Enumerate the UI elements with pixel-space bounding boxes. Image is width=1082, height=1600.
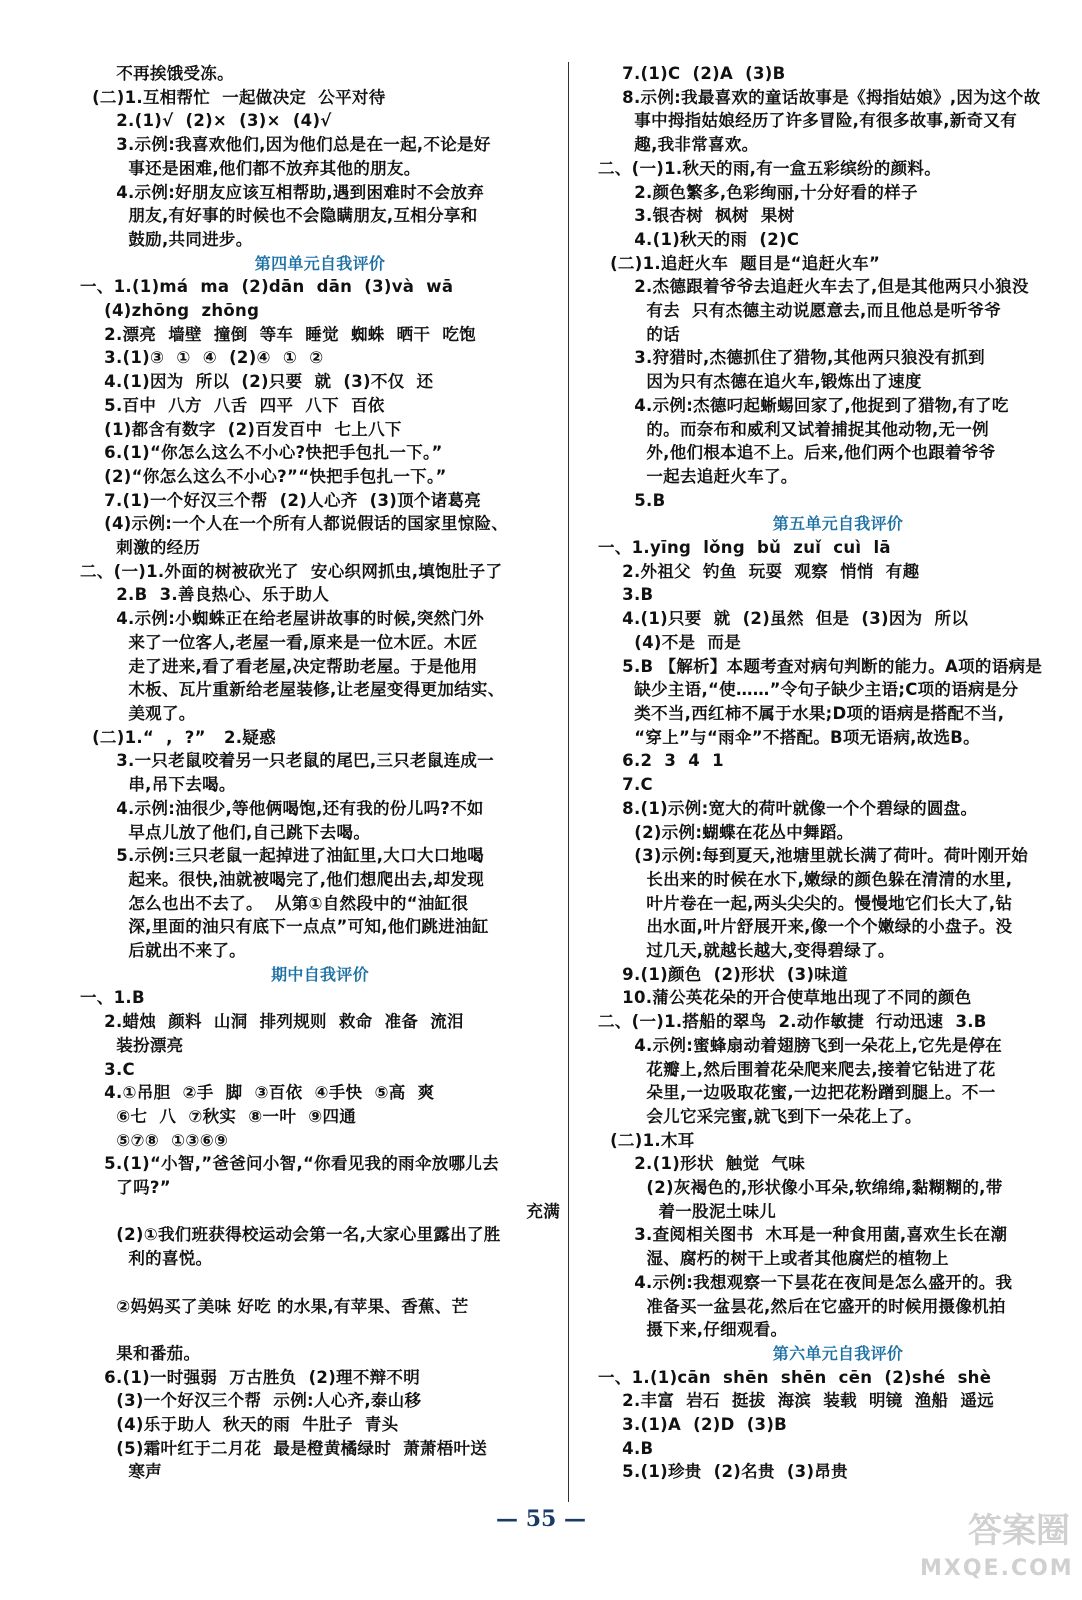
answer-line: 外,他们根本追不上。后来,他们两个也跟着爷爷 [598, 443, 996, 463]
answer-line: 5.示例:三只老鼠一起掉进了油缸里,大口大口地喝 [80, 846, 485, 866]
answer-line: 2.漂亮 墙壁 撞倒 等车 睡觉 蜘蛛 晒干 吃饱 [80, 324, 476, 344]
answer-line: 事还是困难,他们都不放弃其他的朋友。 [80, 158, 421, 178]
answer-line: 寒声 [80, 1462, 162, 1482]
section-heading: 第四单元自我评价 [254, 253, 386, 273]
answer-line: 4.(1)因为 所以 (2)只要 就 (3)不仅 还 [80, 372, 434, 392]
answer-line: 朋友,有好事的时候也不会隐瞒朋友,互相分享和 [80, 206, 478, 226]
answer-line: 2.(1)形状 触觉 气味 [598, 1154, 806, 1174]
answer-line: (3)一个好汉三个帮 示例:人心齐,泰山移 [80, 1391, 422, 1411]
answer-line: 一、1.(1)má ma (2)dān dān (3)và wā [80, 277, 454, 297]
answer-line: 3.C [80, 1059, 135, 1079]
answer-line: ②妈妈买了美味 好吃 的水果,有苹果、香蕉、芒 [80, 1296, 469, 1316]
answer-line: 趣,我非常喜欢。 [598, 135, 759, 155]
answer-line: 美观了。 [80, 703, 196, 723]
watermark-text: 答案圈 [968, 1511, 1070, 1551]
answer-line: 8.示例:我最喜欢的童话故事是《拇指姑娘》,因为这个故 [598, 87, 1041, 107]
answer-line: (2)①我们班获得校运动会第一名,大家心里露出了胜 [80, 1225, 501, 1245]
answer-line: 叶片卷在一起,两头尖尖的。慢慢地它们长大了,钻 [598, 893, 1013, 913]
answer-line: 深,里面的油只有底下一点点”可知,他们跳进油缸 [80, 917, 489, 937]
answer-line: 朵里,一边吸取花蜜,一边把花粉蹭到腿上。不一 [598, 1083, 996, 1103]
answer-line: 一起去追赶火车了。 [598, 466, 798, 486]
answer-line: 3.狩猎时,杰德抓住了猎物,其他两只狼没有抓到 [598, 348, 985, 368]
answer-line: 5.(1)“小智,”爸爸问小智,“你看见我的雨伞放哪儿去 [80, 1154, 499, 1174]
answer-line: 5.(1)珍贵 (2)名贵 (3)昂贵 [598, 1462, 848, 1482]
answer-line: 了吗?” [80, 1178, 171, 1198]
answer-line: 2.蜡烛 颜料 山洞 排列规则 救命 准备 流泪 [80, 1012, 464, 1032]
answer-line: 的话 [598, 324, 680, 344]
answer-line: 2.(1)√ (2)× (3)× (4)√ [80, 111, 332, 131]
answer-line: 一、1.yīng lǒng bǔ zuǐ cuì lā [598, 538, 891, 558]
answer-line: 5.B [598, 490, 666, 510]
answer-line: 8.(1)示例:宽大的荷叶就像一个个碧绿的圆盘。 [598, 798, 978, 818]
answer-line: 4.示例:油很少,等他俩喝饱,还有我的份儿吗?不如 [80, 798, 484, 818]
answer-line: 有去 只有杰德主动说愿意去,而且他总是听爷爷 [598, 301, 1002, 321]
answer-line: (3)示例:每到夏天,池塘里就长满了荷叶。荷叶刚开始 [598, 846, 1028, 866]
answer-line: 3.(1)A (2)D (3)B [598, 1415, 788, 1435]
answer-line: 4.(1)只要 就 (2)虽然 但是 (3)因为 所以 [598, 609, 969, 629]
answer-line: 过几天,就越长越大,变得碧绿了。 [598, 941, 895, 961]
answer-line: 7.C [598, 775, 653, 795]
answer-line: 花瓣上,然后围着花朵爬来爬去,接着它钻进了花 [598, 1059, 996, 1079]
answer-line: (2)灰褐色的,形状像小耳朵,软绵绵,黏糊糊的,带 [598, 1178, 1003, 1198]
answer-line: 摄下来,仔细观看。 [598, 1320, 788, 1340]
answer-line: 起来。很快,油就被喝完了,他们想爬出去,却发现 [80, 869, 485, 889]
answer-line: 3.示例:我喜欢他们,因为他们总是在一起,不论是好 [80, 135, 491, 155]
section-heading: 期中自我评价 [271, 964, 369, 984]
answer-line: 7.(1)一个好汉三个帮 (2)人心齐 (3)顶个诸葛亮 [80, 490, 482, 510]
answer-line: 4.示例:小蜘蛛正在给老屋讲故事的时候,突然门外 [80, 609, 485, 629]
page-number: — 55 — [496, 1506, 586, 1532]
answer-line: 4.(1)秋天的雨 (2)C [598, 229, 800, 249]
answer-line: 4.示例:杰德叼起蜥蜴回家了,他捉到了猎物,有了吃 [598, 395, 1009, 415]
answer-line: (2)示例:蝴蝶在花丛中舞蹈。 [598, 822, 854, 842]
answer-line: 类不当,西红柿不属于水果;D项的语病是搭配不当, [598, 703, 1005, 723]
answer-line: 10.蒲公英花朵的开合使草地出现了不同的颜色 [598, 988, 972, 1008]
answer-line [80, 1271, 560, 1295]
answer-line: 因为只有杰德在追火车,锻炼出了速度 [598, 372, 922, 392]
answer-line: 6.(1)“你怎么这么不小心?快把手包扎一下。” [80, 443, 443, 463]
answer-line: (5)霜叶红于二月花 最是橙黄橘绿时 萧萧梧叶送 [80, 1438, 488, 1458]
column-divider [568, 62, 569, 1502]
answer-line: (4)乐于助人 秋天的雨 牛肚子 青头 [80, 1415, 399, 1435]
answer-line: 事中拇指姑娘经历了许多冒险,有很多故事,新奇又有 [598, 111, 1018, 131]
answer-line: 装扮漂亮 [80, 1035, 184, 1055]
answer-line: 4.①吊胆 ②手 脚 ③百依 ④手快 ⑤高 爽 [80, 1083, 435, 1103]
answer-line: 3.B [598, 585, 654, 605]
answer-line: 长出来的时候在水下,嫩绿的颜色躲在清清的水里, [598, 869, 1013, 889]
answer-line: 缺少主语,“使……”令句子缺少主语;C项的语病是分 [598, 680, 1019, 700]
answer-line: 着一股泥土味儿 [598, 1201, 777, 1221]
answer-line: 2.B 3.善良热心、乐于助人 [80, 585, 330, 605]
answer-line: (二)1.追赶火车 题目是“追赶火车” [598, 253, 881, 273]
answer-line: 利的喜悦。 [80, 1249, 213, 1269]
section-heading: 第五单元自我评价 [772, 514, 904, 534]
answer-line: 刺激的经历 [80, 538, 201, 558]
answer-line: 二、(一)1.搭船的翠鸟 2.动作敏捷 行动迅速 3.B [598, 1012, 987, 1032]
answer-line: 3.查阅相关图书 木耳是一种食用菌,喜欢生长在潮 [598, 1225, 1008, 1245]
answer-line: (2)“你怎么这么不小心?”“快把手包扎一下。” [80, 466, 447, 486]
answer-line: 2.丰富 岩石 挺拔 海滨 装载 明镜 渔船 遥远 [598, 1391, 994, 1411]
answer-line: 一、1.B [80, 988, 145, 1008]
answer-line: (4)不是 而是 [598, 632, 742, 652]
answer-line: “穿上”与“雨伞”不搭配。B项无语病,故选B。 [598, 727, 980, 747]
answer-line: ⑥七 八 ⑦秋实 ⑧一叶 ⑨四通 [80, 1106, 357, 1126]
watermark-url: MXQE.COM [920, 1556, 1074, 1581]
answer-line: 5.B 【解析】本题考查对病句判断的能力。A项的语病是 [598, 656, 1043, 676]
answer-line: (二)1.互相帮忙 一起做决定 公平对待 [80, 87, 386, 107]
section-heading: 第六单元自我评价 [772, 1343, 904, 1363]
answer-line [80, 1318, 560, 1342]
answer-line: 2.外祖父 钓鱼 玩耍 观察 悄悄 有趣 [598, 561, 920, 581]
answer-line: 不再挨饿受冻。 [80, 64, 234, 83]
answer-line: 9.(1)颜色 (2)形状 (3)味道 [598, 964, 848, 984]
answer-line: ⑤⑦⑧ ①③⑥⑨ [80, 1130, 229, 1150]
answer-line: 串,吊下去喝。 [80, 775, 236, 795]
answer-line: (二)1.“ , ?” 2.疑惑 [80, 727, 276, 747]
answer-line: 充满 [526, 1201, 560, 1221]
answer-line: 5.百中 八方 八舌 四平 八下 百依 [80, 395, 385, 415]
answer-line: 来了一位客人,老屋一看,原来是一位木匠。木匠 [80, 632, 478, 652]
answer-line: 鼓励,共同进步。 [80, 229, 253, 249]
answer-line: (二)1.木耳 [598, 1130, 695, 1150]
answer-line: 怎么也出不去了。 从第①自然段中的“油缸很 [80, 893, 469, 913]
left-column [80, 62, 560, 1484]
answer-line: 一、1.(1)cān shēn shēn cēn (2)shé shè [598, 1367, 992, 1387]
answer-line: 4.示例:我想观察一下昙花在夜间是怎么盛开的。我 [598, 1272, 1013, 1292]
answer-line: 3.一只老鼠咬着另一只老鼠的尾巴,三只老鼠连成一 [80, 751, 494, 771]
answer-line: 7.(1)C (2)A (3)B [598, 64, 786, 83]
answer-line: 会儿它采完蜜,就飞到下一朵花上了。 [598, 1106, 922, 1126]
answer-line: 6.2 3 4 1 [598, 751, 724, 771]
answer-line: 2.颜色繁多,色彩绚丽,十分好看的样子 [598, 182, 918, 202]
answer-line: 早点儿放了他们,自己跳下去喝。 [80, 822, 371, 842]
answer-line: 4.示例:好朋友应该互相帮助,遇到困难时不会放弃 [80, 182, 485, 202]
answer-line: 走了进来,看了看老屋,决定帮助老屋。于是他用 [80, 656, 478, 676]
answer-line: (4)示例:一个人在一个所有人都说假话的国家里惊险、 [80, 514, 509, 534]
answer-line: 的。而奈布和威利又试着捕捉其他动物,无一例 [598, 419, 989, 439]
answer-line: 4.B [598, 1438, 654, 1458]
answer-line: 木板、瓦片重新给老屋装修,让老屋变得更加结实、 [80, 680, 505, 700]
answer-line: 果和番茄。 [80, 1343, 201, 1363]
answer-line: (1)都含有数字 (2)百发百中 七上八下 [80, 419, 402, 439]
answer-line: 湿、腐朽的树干上或者其他腐烂的植物上 [598, 1249, 949, 1269]
answer-line: 3.(1)③ ① ④ (2)④ ① ② [80, 348, 324, 368]
answer-line: 二、(一)1.秋天的雨,有一盒五彩缤纷的颜料。 [598, 158, 941, 178]
answer-line: 二、(一)1.外面的树被砍光了 安心织网抓虫,填饱肚子了 [80, 561, 503, 581]
answer-line: 后就出不来了。 [80, 941, 246, 961]
watermark-logo [920, 1511, 1074, 1592]
answer-line: 出水面,叶片舒展开来,像一个个嫩绿的小盘子。没 [598, 917, 1013, 937]
answer-line: 2.杰德跟着爷爷去追赶火车去了,但是其他两只小狼没 [598, 277, 1029, 297]
answer-line: 3.银杏树 枫树 果树 [598, 206, 795, 226]
answer-line: (4)zhōng zhōng [80, 301, 260, 321]
answer-line: 准备买一盆昙花,然后在它盛开的时候用摄像机拍 [598, 1296, 1006, 1316]
answer-line: 6.(1)一时强弱 万古胜负 (2)理不辩不明 [80, 1367, 421, 1387]
right-column [598, 62, 1078, 1484]
answer-line: 4.示例:蜜蜂扇动着翅膀飞到一朵花上,它先是停在 [598, 1035, 1003, 1055]
